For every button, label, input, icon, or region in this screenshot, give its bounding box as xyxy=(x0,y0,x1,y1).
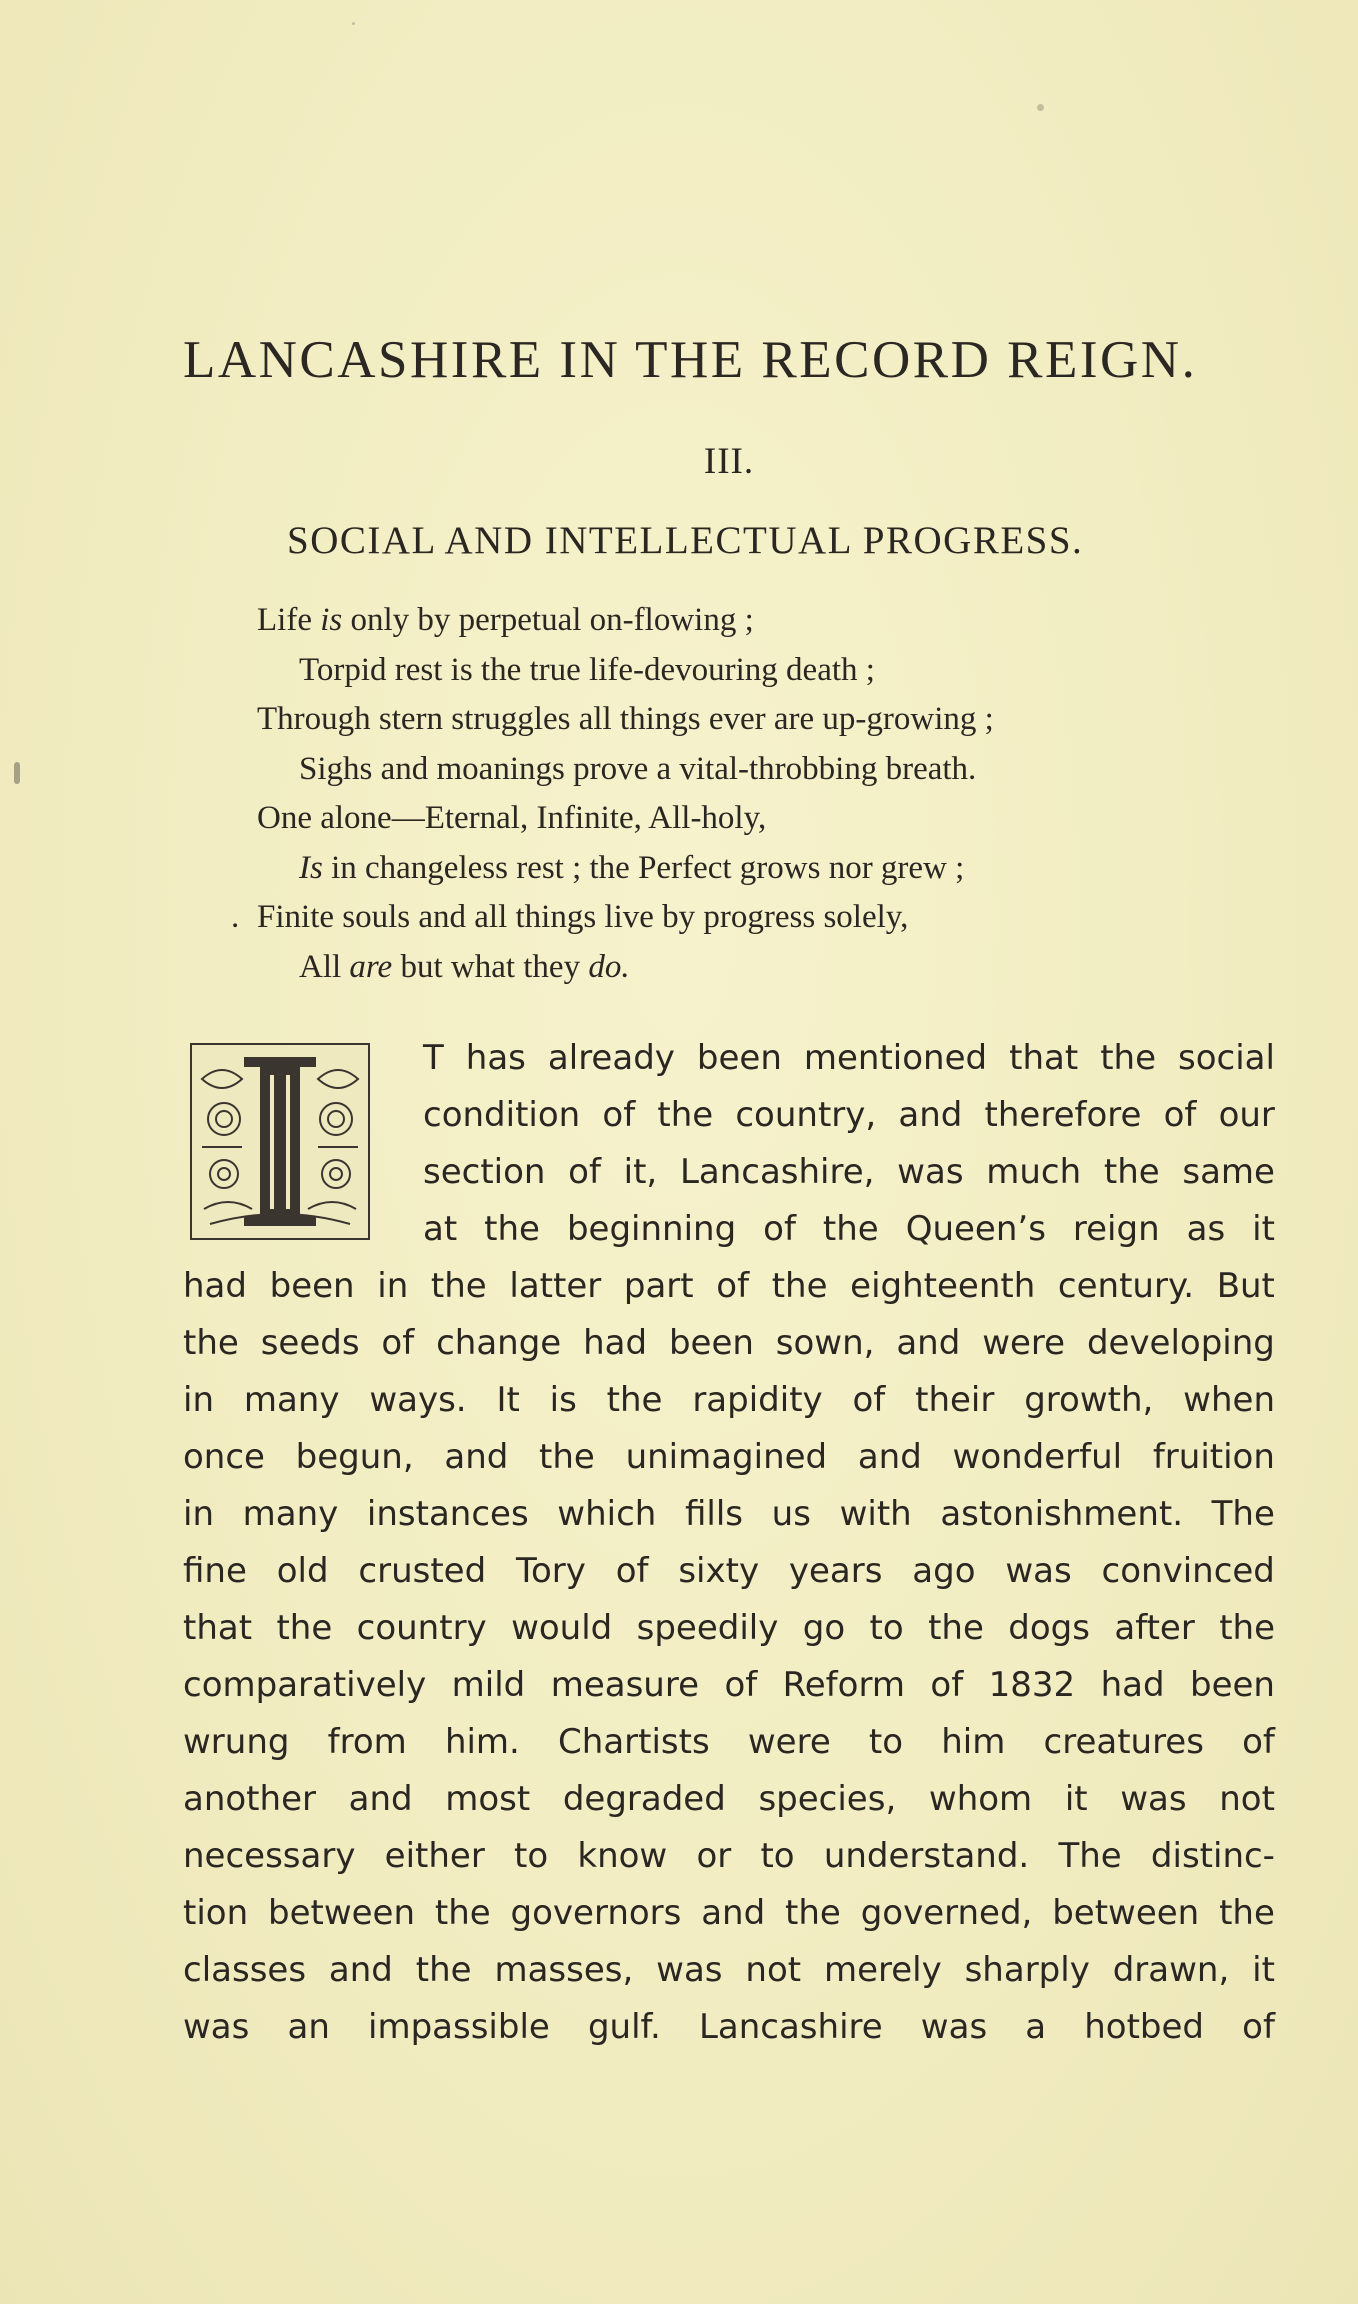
word: was xyxy=(920,2007,988,2047)
word: once xyxy=(183,1437,265,1477)
text-line xyxy=(183,1372,1275,1429)
word: Tory xyxy=(515,1551,586,1591)
word: it xyxy=(1252,1950,1275,1990)
text-line xyxy=(183,1714,1275,1771)
word: governors xyxy=(510,1893,682,1933)
word: with xyxy=(839,1494,912,1534)
poem-line: Life is only by perpetual on-flowing ; xyxy=(257,602,754,638)
word: masses, xyxy=(494,1950,634,1990)
word: of xyxy=(1242,1722,1275,1762)
word: wrung xyxy=(183,1722,290,1762)
word: growth, xyxy=(1024,1380,1154,1420)
word: Reform xyxy=(782,1665,905,1705)
word: when xyxy=(1183,1380,1275,1420)
word: of xyxy=(1242,2007,1275,2047)
page-title: LANCASHIRE IN THE RECORD REIGN. xyxy=(183,331,1198,389)
word: would xyxy=(511,1608,613,1648)
word: of xyxy=(763,1209,796,1249)
word: century. xyxy=(1057,1266,1195,1306)
word: the xyxy=(183,1323,239,1363)
word: was xyxy=(1120,1779,1187,1819)
word: to xyxy=(868,1722,904,1762)
text-line xyxy=(183,1315,1275,1372)
text-line xyxy=(183,1030,1275,1087)
word: sown, xyxy=(775,1323,875,1363)
word: crusted xyxy=(358,1551,487,1591)
text-line xyxy=(183,1828,1275,1885)
word: governed, xyxy=(860,1893,1033,1933)
dropcap-letter: I xyxy=(279,1061,281,1062)
text-line xyxy=(183,1087,1275,1144)
word: distinc- xyxy=(1150,1836,1275,1876)
word: and xyxy=(857,1437,922,1477)
word: go xyxy=(802,1608,846,1648)
word: tion xyxy=(183,1893,249,1933)
word: and xyxy=(328,1950,393,1990)
word: wonderful xyxy=(952,1437,1123,1477)
word: is xyxy=(549,1380,577,1420)
word: was xyxy=(183,2007,250,2047)
word: much xyxy=(986,1152,1082,1192)
word: been xyxy=(1190,1665,1275,1705)
word: But xyxy=(1216,1266,1275,1306)
word: the xyxy=(928,1608,984,1648)
poem-line: Sighs and moanings prove a vital-throbbing breath. xyxy=(299,750,977,787)
word: fine xyxy=(183,1551,247,1591)
word: of xyxy=(381,1323,415,1363)
word: him xyxy=(941,1722,1006,1762)
word: not xyxy=(1219,1779,1275,1819)
word: another xyxy=(183,1779,316,1819)
margin-mark: . xyxy=(231,899,240,935)
text-line xyxy=(183,1486,1275,1543)
word: and xyxy=(701,1893,766,1933)
word: developing xyxy=(1086,1323,1275,1363)
word: the xyxy=(415,1950,472,1990)
section-title: SOCIAL AND INTELLECTUAL PROGRESS. xyxy=(287,519,1084,562)
word: our xyxy=(1218,1095,1275,1135)
word: comparatively xyxy=(183,1665,427,1705)
word: instances xyxy=(366,1494,529,1534)
poem-line: Torpid rest is the true life-devouring death ; xyxy=(299,651,875,688)
word: measure xyxy=(550,1665,700,1705)
word: classes xyxy=(183,1950,307,1990)
word: been xyxy=(269,1266,355,1306)
word: the xyxy=(539,1437,595,1477)
word: years xyxy=(788,1551,883,1591)
word: species, xyxy=(758,1779,897,1819)
text-line xyxy=(183,1201,1275,1258)
word: to xyxy=(760,1836,795,1876)
word: between xyxy=(1052,1893,1200,1933)
margin-fleck xyxy=(14,762,20,784)
word: their xyxy=(915,1380,995,1420)
word: seeds xyxy=(260,1323,360,1363)
word: T xyxy=(423,1038,444,1078)
word: beginning xyxy=(566,1209,737,1249)
word: had xyxy=(183,1266,247,1306)
word: that xyxy=(1009,1038,1079,1078)
word: the xyxy=(434,1893,491,1933)
word: drawn, xyxy=(1112,1950,1230,1990)
word: in xyxy=(183,1380,214,1420)
word: ago xyxy=(912,1551,976,1591)
word: Queen’s xyxy=(905,1209,1046,1249)
word: astonishment. xyxy=(940,1494,1184,1534)
word: the xyxy=(657,1095,714,1135)
word: either xyxy=(384,1836,485,1876)
word: Lancashire, xyxy=(679,1152,875,1192)
word: begun, xyxy=(295,1437,414,1477)
word: merely xyxy=(823,1950,942,1990)
word: to xyxy=(869,1608,904,1648)
word: and xyxy=(444,1437,509,1477)
word: the xyxy=(430,1266,487,1306)
text-line xyxy=(183,1429,1275,1486)
word: the xyxy=(606,1380,663,1420)
word: the xyxy=(771,1266,828,1306)
word: an xyxy=(287,2007,330,2047)
word: convinced xyxy=(1101,1551,1275,1591)
word: between xyxy=(267,1893,416,1933)
word: It xyxy=(496,1380,520,1420)
word: him. xyxy=(444,1722,520,1762)
word: sixty xyxy=(678,1551,760,1591)
word: the xyxy=(1100,1038,1156,1078)
epigraph-poem xyxy=(231,596,994,992)
text-line xyxy=(183,1885,1275,1942)
text-line xyxy=(183,1258,1275,1315)
word: understand. xyxy=(823,1836,1030,1876)
word: of xyxy=(930,1665,964,1705)
word: eighteenth xyxy=(850,1266,1036,1306)
word: unimagined xyxy=(625,1437,828,1477)
word: fills xyxy=(684,1494,744,1534)
word: us xyxy=(771,1494,811,1534)
poem-line: All are but what they do. xyxy=(299,948,630,985)
word: Chartists xyxy=(558,1722,710,1762)
poem-line: Is in changeless rest ; the Perfect grows nor grew ; xyxy=(299,849,965,886)
word: been xyxy=(696,1038,782,1078)
word: which xyxy=(557,1494,657,1534)
word: at xyxy=(423,1209,458,1249)
word: sharply xyxy=(964,1950,1090,1990)
word: and xyxy=(348,1779,413,1819)
word: of xyxy=(568,1152,601,1192)
body-paragraph xyxy=(183,1030,1275,2056)
paper-speck xyxy=(1037,104,1044,111)
word: latter xyxy=(509,1266,602,1306)
word: speedily xyxy=(636,1608,779,1648)
word: already xyxy=(547,1038,675,1078)
word: it xyxy=(1064,1779,1088,1819)
poem-line: Through stern struggles all things ever are up-growing ; xyxy=(257,701,994,737)
word: were xyxy=(982,1323,1066,1363)
word: mentioned xyxy=(803,1038,988,1078)
text-line xyxy=(183,1600,1275,1657)
word: it xyxy=(1252,1209,1275,1249)
word: were xyxy=(747,1722,831,1762)
word: the xyxy=(1219,1893,1275,1933)
text-line xyxy=(183,1144,1275,1201)
word: same xyxy=(1182,1152,1275,1192)
text-line xyxy=(183,1657,1275,1714)
paper-speck xyxy=(352,22,355,25)
word: reign xyxy=(1072,1209,1160,1249)
word: in xyxy=(183,1494,214,1534)
word: the xyxy=(785,1893,841,1933)
word: and xyxy=(896,1323,961,1363)
text-line xyxy=(183,1543,1275,1600)
word: therefore xyxy=(984,1095,1142,1135)
word: part xyxy=(623,1266,694,1306)
word: old xyxy=(276,1551,329,1591)
word: impassible xyxy=(368,2007,550,2047)
word: it, xyxy=(623,1152,658,1192)
word: of xyxy=(602,1095,636,1135)
word: of xyxy=(615,1551,649,1591)
word: The xyxy=(1211,1494,1275,1534)
word: gulf. xyxy=(587,2007,661,2047)
word: 1832 xyxy=(988,1665,1076,1705)
word: a xyxy=(1025,2007,1047,2047)
word: of xyxy=(852,1380,886,1420)
word: condition xyxy=(423,1095,581,1135)
word: country, xyxy=(735,1095,877,1135)
word: Lancashire xyxy=(698,2007,883,2047)
word: social xyxy=(1178,1038,1275,1078)
word: know xyxy=(577,1836,668,1876)
word: from xyxy=(327,1722,407,1762)
word: country xyxy=(356,1608,487,1648)
word: as xyxy=(1186,1209,1226,1249)
word: mild xyxy=(451,1665,526,1705)
word: that xyxy=(183,1608,253,1648)
word: was xyxy=(897,1152,964,1192)
word: had xyxy=(1100,1665,1165,1705)
word: has xyxy=(465,1038,526,1078)
word: fruition xyxy=(1152,1437,1275,1477)
word: most xyxy=(445,1779,531,1819)
word: or xyxy=(696,1836,732,1876)
word: of xyxy=(716,1266,750,1306)
word: degraded xyxy=(562,1779,726,1819)
word: ways. xyxy=(369,1380,467,1420)
word: section xyxy=(423,1152,546,1192)
word: change xyxy=(436,1323,562,1363)
word: dogs xyxy=(1008,1608,1090,1648)
word: to xyxy=(514,1836,549,1876)
word: the xyxy=(484,1209,540,1249)
word: hotbed xyxy=(1084,2007,1205,2047)
word: many xyxy=(243,1380,340,1420)
word: creatures xyxy=(1043,1722,1204,1762)
word: was xyxy=(1005,1551,1072,1591)
word: many xyxy=(242,1494,339,1534)
word: rapidity xyxy=(692,1380,823,1420)
word: had xyxy=(583,1323,648,1363)
word: the xyxy=(822,1209,879,1249)
word: after xyxy=(1114,1608,1195,1648)
word: in xyxy=(377,1266,409,1306)
word: not xyxy=(745,1950,802,1990)
text-line xyxy=(183,1942,1275,1999)
word: the xyxy=(1103,1152,1160,1192)
poem-line: . Finite souls and all things live by progress solely, xyxy=(257,893,994,943)
word: and xyxy=(898,1095,963,1135)
poem-line: One alone—Eternal, Infinite, All-holy, xyxy=(257,800,767,836)
word: of xyxy=(724,1665,758,1705)
word: necessary xyxy=(183,1836,356,1876)
word: was xyxy=(656,1950,723,1990)
word: been xyxy=(668,1323,754,1363)
word: of xyxy=(1163,1095,1197,1135)
word: The xyxy=(1058,1836,1122,1876)
word: whom xyxy=(928,1779,1033,1819)
word: the xyxy=(276,1608,333,1648)
part-number: III. xyxy=(703,441,755,482)
text-line xyxy=(183,1771,1275,1828)
word: the xyxy=(1219,1608,1275,1648)
text-line xyxy=(183,1999,1275,2056)
